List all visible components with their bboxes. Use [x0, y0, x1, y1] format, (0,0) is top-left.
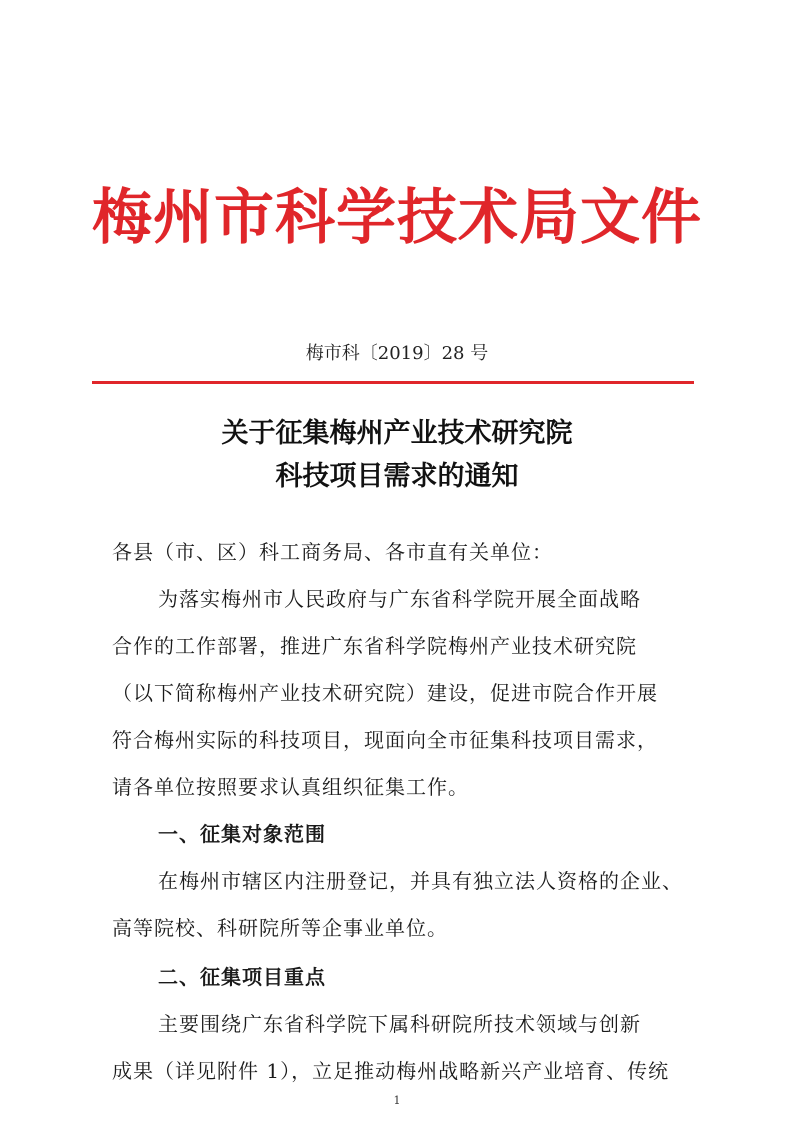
paragraph-line: 符合梅州实际的科技项目，现面向全市征集科技项目需求，: [112, 728, 658, 752]
page-number: 1: [393, 1094, 401, 1107]
notice-title-line-1: 关于征集梅州产业技术研究院: [221, 418, 573, 449]
paragraph-line: 主要围绕广东省科学院下属科研院所技术领域与创新: [158, 1012, 641, 1036]
red-divider-line: [92, 381, 694, 384]
notice-title-line-2: 科技项目需求的通知: [275, 461, 519, 492]
document-header-title: 梅州市科学技术局文件: [92, 183, 702, 253]
paragraph-line: （以下简称梅州产业技术研究院）建设，促进市院合作开展: [112, 681, 658, 705]
salutation: 各县（市、区）科工商务局、各市直有关单位：: [112, 540, 553, 564]
paragraph-line: 请各单位按照要求认真组织征集工作。: [112, 775, 469, 799]
document-number: 梅市科〔2019〕28 号: [305, 343, 489, 364]
section-heading-2: 二、征集项目重点: [158, 965, 326, 989]
paragraph-line: 合作的工作部署，推进广东省科学院梅州产业技术研究院: [112, 634, 637, 658]
paragraph-line: 在梅州市辖区内注册登记，并具有独立法人资格的企业、: [158, 869, 683, 893]
paragraph-line: 高等院校、科研院所等企事业单位。: [112, 916, 448, 940]
paragraph-line: 为落实梅州市人民政府与广东省科学院开展全面战略: [158, 587, 641, 611]
section-heading-1: 一、征集对象范围: [158, 822, 326, 846]
paragraph-line: 成果（详见附件 1），立足推动梅州战略新兴产业培育、传统: [112, 1059, 670, 1083]
